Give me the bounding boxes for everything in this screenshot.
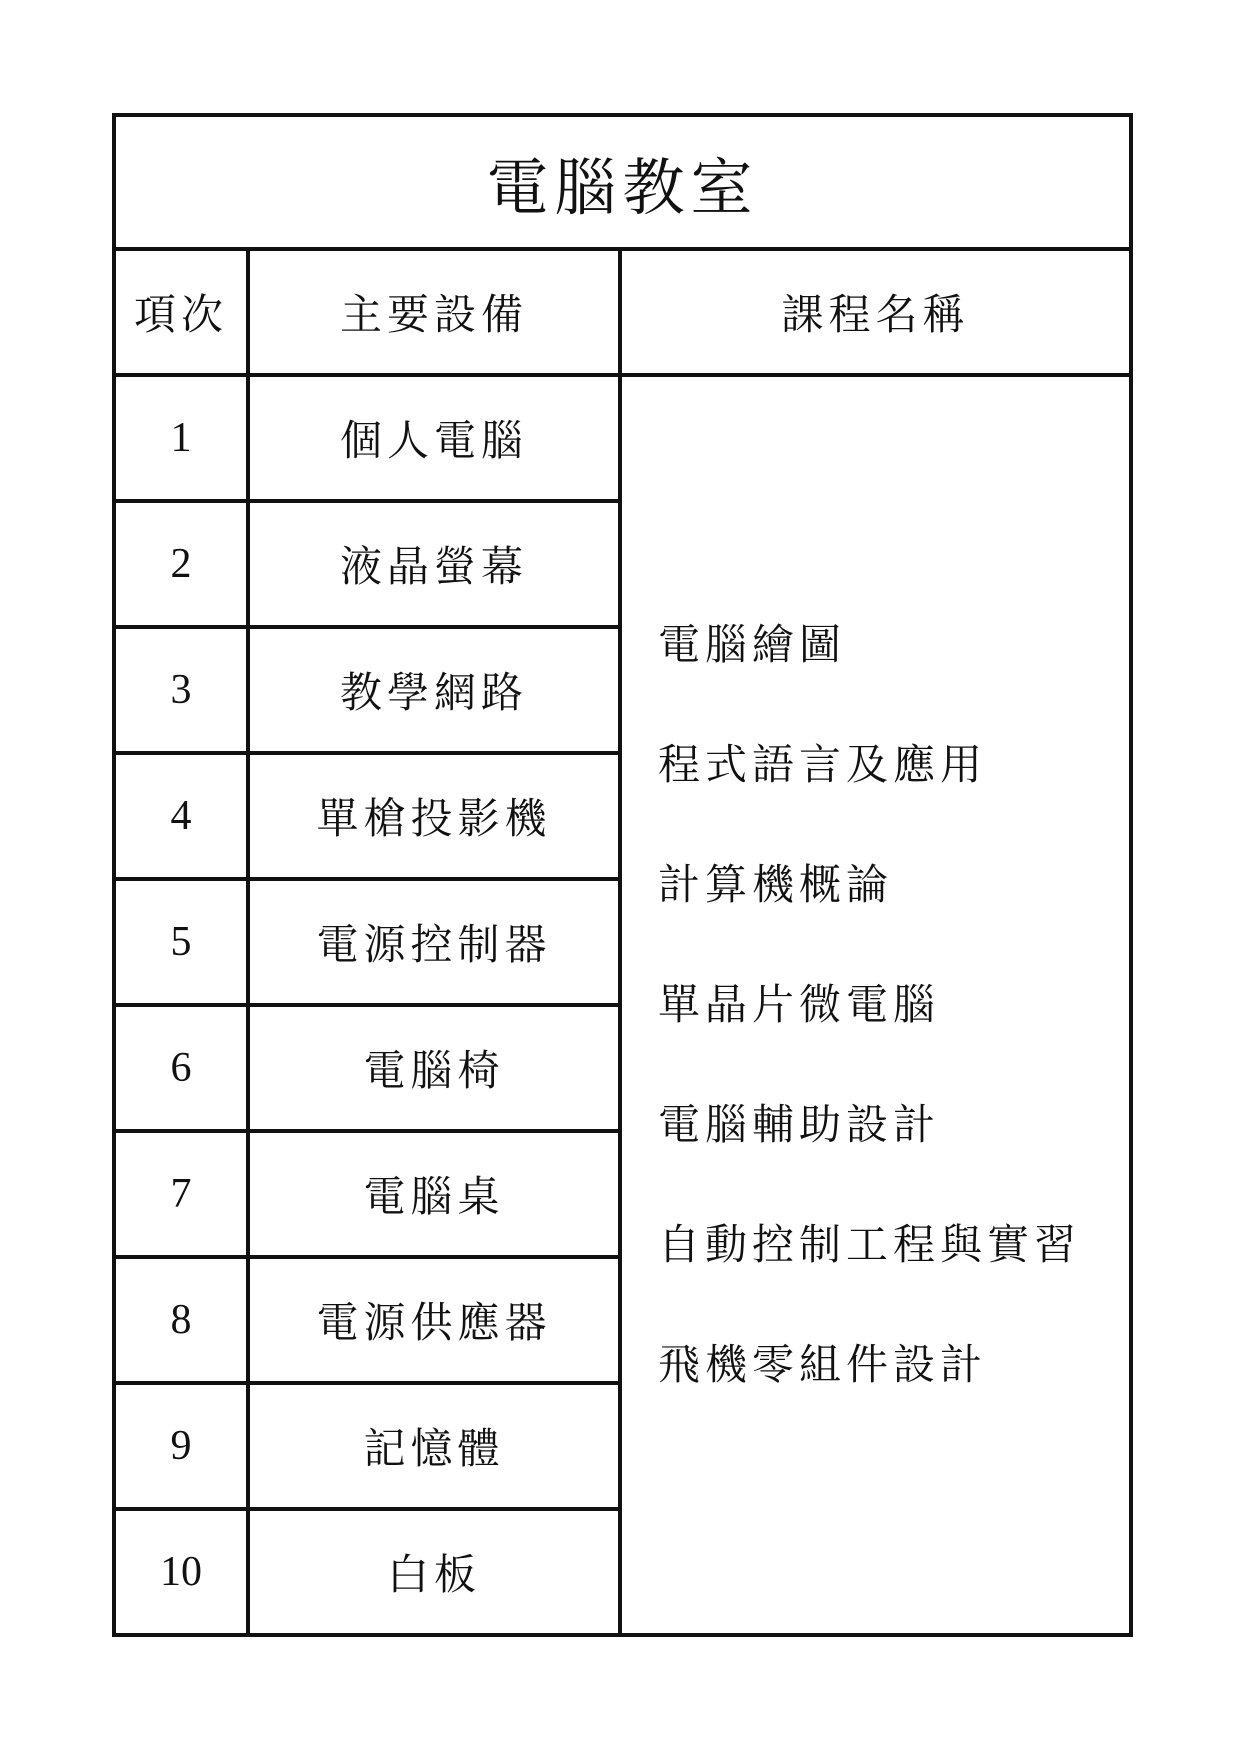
header-index: 項次 xyxy=(114,249,248,375)
row-equipment: 白板 xyxy=(248,1509,620,1635)
row-index: 6 xyxy=(114,1005,248,1131)
course-item: 電腦繪圖 xyxy=(658,620,847,669)
course-item: 電腦輔助設計 xyxy=(658,1100,941,1149)
row-equipment: 個人電腦 xyxy=(248,375,620,501)
row-equipment: 記憶體 xyxy=(248,1383,620,1509)
row-index: 2 xyxy=(114,501,248,627)
row-index: 7 xyxy=(114,1131,248,1257)
row-index: 3 xyxy=(114,627,248,753)
row-equipment: 電腦桌 xyxy=(248,1131,620,1257)
header-courses: 課程名稱 xyxy=(620,249,1131,375)
row-equipment: 液晶螢幕 xyxy=(248,501,620,627)
course-item: 自動控制工程與實習 xyxy=(658,1220,1082,1269)
row-equipment: 電腦椅 xyxy=(248,1005,620,1131)
course-item: 程式語言及應用 xyxy=(658,740,988,789)
table-row xyxy=(114,375,1131,501)
classroom-table xyxy=(112,113,1133,1637)
header-row xyxy=(114,249,1131,375)
course-item: 單晶片微電腦 xyxy=(658,980,941,1029)
row-equipment: 電源控制器 xyxy=(248,879,620,1005)
row-index: 8 xyxy=(114,1257,248,1383)
row-index: 1 xyxy=(114,375,248,501)
row-equipment: 電源供應器 xyxy=(248,1257,620,1383)
row-index: 10 xyxy=(114,1509,248,1635)
row-index: 4 xyxy=(114,753,248,879)
course-list xyxy=(658,585,1129,1425)
row-equipment: 單槍投影機 xyxy=(248,753,620,879)
row-index: 5 xyxy=(114,879,248,1005)
header-equipment: 主要設備 xyxy=(248,249,620,375)
course-item: 飛機零組件設計 xyxy=(658,1340,988,1389)
row-index: 9 xyxy=(114,1383,248,1509)
table-title: 電腦教室 xyxy=(114,115,1131,249)
row-equipment: 教學網路 xyxy=(248,627,620,753)
course-item: 計算機概論 xyxy=(658,860,894,909)
course-cell xyxy=(620,375,1131,1635)
